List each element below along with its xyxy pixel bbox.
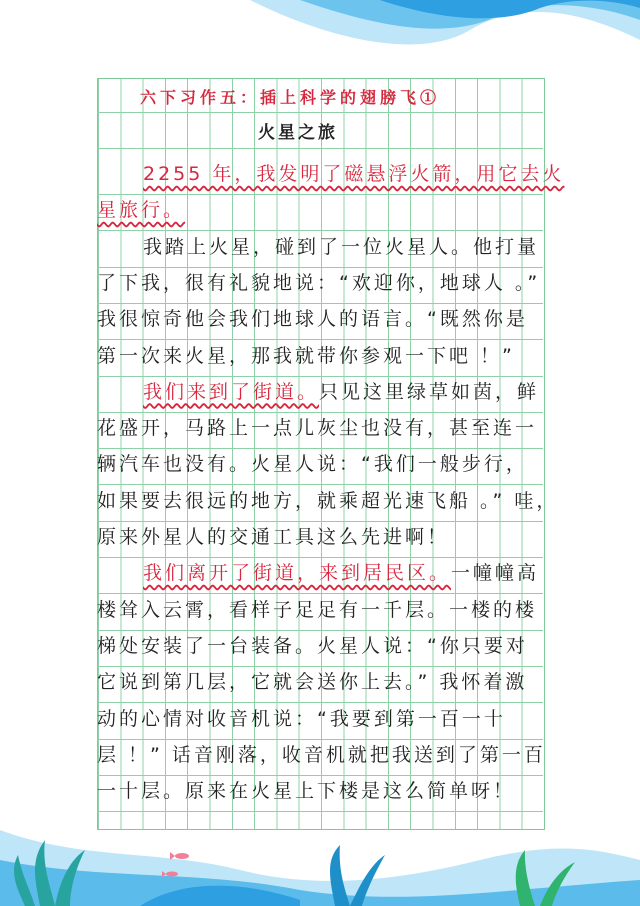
text-line <box>97 487 559 515</box>
grid-rule <box>97 666 543 667</box>
grid-rule <box>97 339 543 340</box>
grid-rule <box>97 448 543 449</box>
grid-rule <box>97 775 543 776</box>
highlighted-sentence: 2255 年，我发明了磁悬浮火箭，用它去火 <box>143 163 565 185</box>
grid-rule <box>97 811 543 812</box>
grid-rule <box>97 412 543 413</box>
text-line <box>97 705 543 733</box>
plain-text: 我很惊奇他会我们地球人的语言。“既然你是 <box>97 308 528 331</box>
subtitle: 六下习作五：插上科学的翅膀飞① <box>140 88 441 107</box>
grid-rule <box>97 739 543 740</box>
plain-text: 第一次来火星，那我就带你参观一下吧 ！” <box>97 344 515 367</box>
grid-rule <box>97 112 543 113</box>
plain-text: 一十层。原来在火星上下楼是这么简单呀！ <box>97 780 516 803</box>
plain-text: 梯处安装了一台装备。火星人说：“你只要对 <box>97 634 528 657</box>
text-line <box>97 741 546 769</box>
text-line <box>97 342 543 370</box>
grid-rule <box>97 557 543 558</box>
grid-rule <box>97 148 543 149</box>
text-line <box>97 414 543 442</box>
fish-icon <box>162 852 189 877</box>
text-line <box>97 450 543 478</box>
plain-text: 层 ！” 话音刚落，收音机就把我送到了第一百 <box>97 743 546 766</box>
text-line <box>97 632 543 660</box>
text-line <box>97 668 543 696</box>
grid-rule <box>97 484 543 485</box>
highlighted-sentence: 我们来到了街道。 <box>143 380 320 403</box>
grid-rule <box>97 630 543 631</box>
plain-text: 只见这里绿草如茵，鲜 <box>319 380 540 403</box>
text-line <box>97 269 543 297</box>
grid-rule <box>97 376 543 377</box>
page-title: 火星之旅 <box>258 123 338 143</box>
text-line <box>97 160 565 188</box>
plain-text: 辆汽车也没有。火星人说：“我们一般步行， <box>97 453 528 476</box>
text-line <box>97 378 543 406</box>
plain-text: 原来外星人的交通工具这么先进啊！ <box>97 526 450 548</box>
plain-text: 它说到第几层，它就会送你上去。” 我怀着激 <box>97 671 528 694</box>
highlighted-sentence: 我们离开了街道，来到居民区。 <box>143 562 452 585</box>
seaweed-right-icon <box>516 850 575 906</box>
grid-rule <box>97 194 543 195</box>
text-line <box>97 596 543 624</box>
grid-rule <box>97 702 543 703</box>
grid-rule <box>97 303 543 304</box>
text-line <box>97 305 543 333</box>
seaweed-left-icon <box>14 840 85 906</box>
grid-rule <box>97 593 543 594</box>
plain-text: 楼耸入云霄，看样子足足有一千层。一楼的楼 <box>97 598 538 621</box>
highlighted-sentence: 星旅行。 <box>97 199 186 222</box>
plain-text: 如果要去很远的地方，就乘超光速飞船 。” 哇， <box>97 489 559 512</box>
text-line <box>97 233 543 261</box>
text-line <box>97 777 543 805</box>
plain-text: 动的心情对收音机说：“我要到第一百一十 <box>97 707 506 730</box>
grid-rule <box>97 230 543 231</box>
text-line <box>97 559 543 587</box>
plain-text: 一幢幢高 <box>451 562 540 585</box>
text-line <box>97 523 543 551</box>
plain-text: 花盛开，马路上一点儿灰尘也没有，甚至连一 <box>97 417 538 440</box>
plain-text: 了下我，很有礼貌地说：“欢迎你，地球人 。” <box>97 271 541 294</box>
text-line <box>97 196 543 224</box>
seaweed-mid-icon <box>330 845 385 906</box>
grid-rule <box>97 267 543 268</box>
plain-text: 我踏上火星，碰到了一位火星人。他打量 <box>143 235 540 258</box>
grid-rule <box>97 521 543 522</box>
